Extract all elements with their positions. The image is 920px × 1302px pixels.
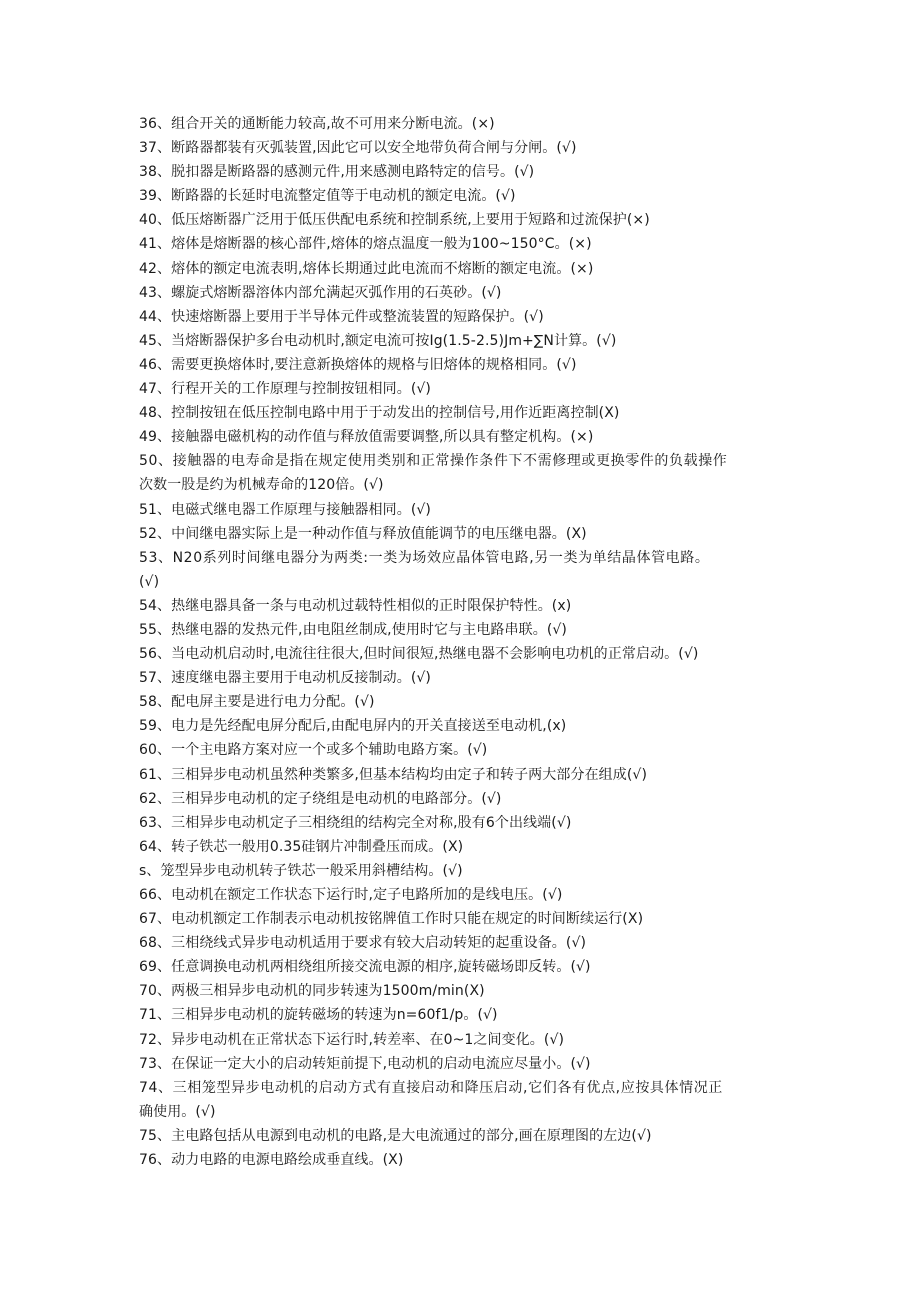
question-line: 40、低压熔断器广泛用于低压供配电系统和控制系统,上要用于短路和过流保护(×) [139, 212, 650, 229]
question-line: 72、异步电动机在正常状态下运行时,转差率、在0~1之间变化。(√) [139, 1031, 565, 1048]
question-line: 62、三相异步电动机的定子绕组是电动机的电路部分。(√) [139, 790, 502, 807]
question-line: 76、动力电路的电源电路绘成垂直线。(X) [139, 1152, 404, 1169]
question-line: 52、中间继电器实际上是一种动作值与释放值能调节的电压继电器。(X) [139, 525, 587, 542]
question-line: 69、任意调换电动机两相绕组所接交流电源的相序,旋转磁场即反转。(√) [139, 959, 591, 976]
question-line: 71、三相异步电动机的旋转磁场的转速为n=60f1/p。(√) [139, 1007, 498, 1024]
question-line: 70、两极三相异步电动机的同步转速为1500m/min(X) [139, 983, 485, 1000]
question-line: 60、一个主电路方案对应一个或多个辅助电路方案。(√) [139, 742, 488, 759]
question-line: 46、需要更换熔体时,要注意新换熔体的规格与旧熔体的规格相同。(√) [139, 356, 577, 373]
question-line: 53、N20系列时间继电器分为两类:一类为场效应晶体管电路,另一类为单结晶体管电路。 [139, 549, 710, 566]
question-line: 44、快速熔断器上要用于半导体元件或整流装置的短路保护。(√) [139, 308, 544, 325]
question-line: 57、速度继电器主要用于电动机反接制动。(√) [139, 670, 431, 687]
question-line: 50、接触器的电寿命是指在规定使用类别和正常操作条件下不需修理或更换零件的负载操作 [139, 453, 728, 470]
question-line: 64、转子铁芯一般用0.35硅钢片冲制叠压而成。(X) [139, 838, 464, 855]
question-line: 66、电动机在额定工作状态下运行时,定子电路所加的是线电压。(√) [139, 887, 563, 903]
question-line: 36、组合开关的通断能力较高,故不可用来分断电流。(×) [139, 116, 495, 132]
question-line: 54、热继电器具备一条与电动机过载特性相似的正时限保护特性。(x) [139, 597, 572, 614]
question-line: 47、行程开关的工作原理与控制按钮相同。(√) [139, 381, 431, 398]
question-line: 74、三相笼型异步电动机的启动方式有直接启动和降压启动,它们各有优点,应按具体情况正 [139, 1079, 723, 1096]
question-line: 45、当熔断器保护多台电动机时,额定电流可按Ig(1.5-2.5)Jm+∑N计算。(√) [139, 332, 617, 349]
question-line: 63、三相异步电动机定子三相绕组的结构完全对称,股有6个出线端(√) [139, 814, 572, 831]
question-line: 48、控制按钮在低压控制电路中用于于动发出的控制信号,用作近距离控制(X) [139, 405, 620, 422]
question-line: 次数一股是约为机械寿命的120倍。(√) [139, 477, 384, 494]
question-line: 确使用。(√) [139, 1103, 216, 1120]
question-line: 49、接触器电磁机构的动作值与释放值需要调整,所以具有整定机构。(×) [139, 429, 594, 446]
question-line: 61、三相异步电动机虽然种类繁多,但基本结构均由定子和转子两大部分在组成(√) [139, 766, 648, 783]
question-line: 56、当电动机启动时,电流往往很大,但时间很短,热继电器不会影响电功机的正常启动。(√) [139, 646, 699, 663]
question-line: 55、热继电器的发热元件,由电阻丝制成,使用时它与主电路串联。(√) [139, 621, 567, 638]
question-line: 68、三相绕线式异步电动机适用于要求有较大启动转矩的起重设备。(√) [139, 935, 587, 952]
question-line: 51、电磁式继电器工作原理与接触器相同。(√) [139, 501, 431, 518]
question-line: 39、断路器的长延时电流整定值等于电动机的额定电流。(√) [139, 188, 516, 205]
question-line: 59、电力是先经配电屏分配后,由配电屏内的开关直接送至电动机,(x) [139, 718, 567, 735]
question-line: 37、断路器都装有灭弧装置,因此它可以安全地带负荷合闸与分闸。(√) [139, 140, 577, 157]
question-line: 73、在保证一定大小的启动转矩前提下,电动机的启动电流应尽量小。(√) [139, 1055, 591, 1072]
question-line: 58、配电屏主要是进行电力分配。(√) [139, 694, 375, 711]
question-line: (√) [139, 573, 160, 590]
question-line: 75、主电路包括从电源到电动机的电路,是大电流通过的部分,画在原理图的左边(√) [139, 1127, 652, 1144]
question-list [139, 112, 784, 1172]
question-line: 41、熔体是熔断器的核心部件,熔体的熔点温度一般为100~150°C。(×) [139, 236, 592, 253]
question-line: 67、电动机额定工作制表示电动机按铭牌值工作时只能在规定的时间断续运行(X) [139, 911, 644, 928]
question-line: 42、熔体的额定电流表明,熔体长期通过此电流而不熔断的额定电流。(×) [139, 260, 594, 277]
question-line: 38、脱扣器是断路器的感测元件,用来感测电路特定的信号。(√) [139, 164, 535, 181]
question-line: s、笼型异步电动机转子铁芯一般采用斜槽结构。(√) [139, 862, 463, 879]
question-line: 43、螺旋式熔断器溶体内部允满起灭弧作用的石英砂。(√) [139, 284, 502, 301]
